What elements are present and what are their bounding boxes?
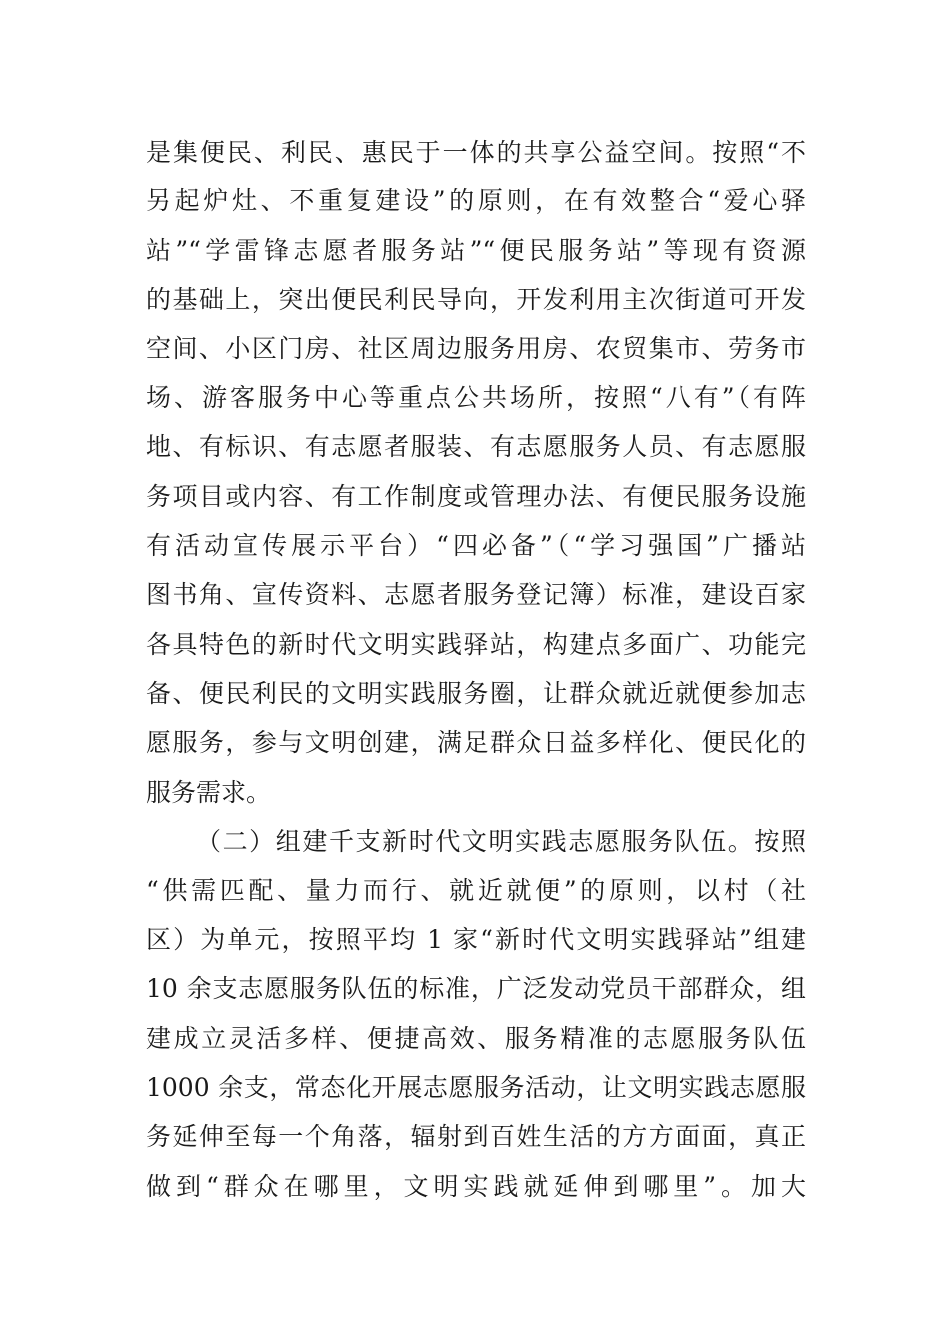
paragraph-1-line-7: 地、有标识、有志愿者服装、有志愿服务人员、有志愿服 (146, 432, 806, 461)
paragraph-2-line-2: “供需匹配、量力而行、就近就便”的原则，以村（社 (146, 876, 806, 905)
paragraph-2-line-5: 建成立灵活多样、便捷高效、服务精准的志愿服务队伍 (146, 1024, 806, 1053)
paragraph-1-line-5: 空间、小区门房、社区周边服务用房、农贸集市、劳务市 (146, 334, 806, 363)
paragraph-2-line-3: 区）为单元，按照平均 1 家“新时代文明实践驿站”组建 (146, 925, 806, 954)
paragraph-1-line-2: 另起炉灶、不重复建设”的原则，在有效整合“爱心驿 (146, 186, 806, 215)
paragraph-2-line-7: 务延伸至每一个角落，辐射到百姓生活的方方面面，真正 (146, 1122, 806, 1151)
paragraph-1-line-3: 站”“学雷锋志愿者服务站”“便民服务站”等现有资源 (146, 236, 806, 265)
paragraph-1-line-1: 是集便民、利民、惠民于一体的共享公益空间。按照“不 (146, 138, 806, 167)
paragraph-1-line-6: 场、游客服务中心等重点公共场所，按照“八有”（有阵 (146, 383, 806, 412)
paragraph-2-line-4: 10 余支志愿服务队伍的标准，广泛发动党员干部群众，组 (146, 974, 806, 1003)
paragraph-1-line-14: 服务需求。 (146, 778, 272, 807)
paragraph-2-line-6: 1000 余支，常态化开展志愿服务活动，让文明实践志愿服 (146, 1073, 806, 1102)
paragraph-1-line-8: 务项目或内容、有工作制度或管理办法、有便民服务设施 (146, 482, 806, 511)
paragraph-1-line-9: 有活动宣传展示平台）“四必备”（“学习强国”广播站 (146, 531, 806, 560)
paragraph-1-line-11: 各具特色的新时代文明实践驿站，构建点多面广、功能完 (146, 630, 806, 659)
paragraph-2-line-8: 做到“群众在哪里，文明实践就延伸到哪里”。加大 (146, 1172, 806, 1201)
paragraph-1-line-12: 备、便民利民的文明实践服务圈，让群众就近就便参加志 (146, 679, 806, 708)
paragraph-1-line-13: 愿服务，参与文明创建，满足群众日益多样化、便民化的 (146, 728, 806, 757)
paragraph-2-line-1: （二）组建千支新时代文明实践志愿服务队伍。按照 (196, 827, 806, 856)
paragraph-1-line-10: 图书角、宣传资料、志愿者服务登记簿）标准，建设百家 (146, 580, 806, 609)
paragraph-1-line-4: 的基础上，突出便民利民导向，开发利用主次街道可开发 (146, 285, 806, 314)
